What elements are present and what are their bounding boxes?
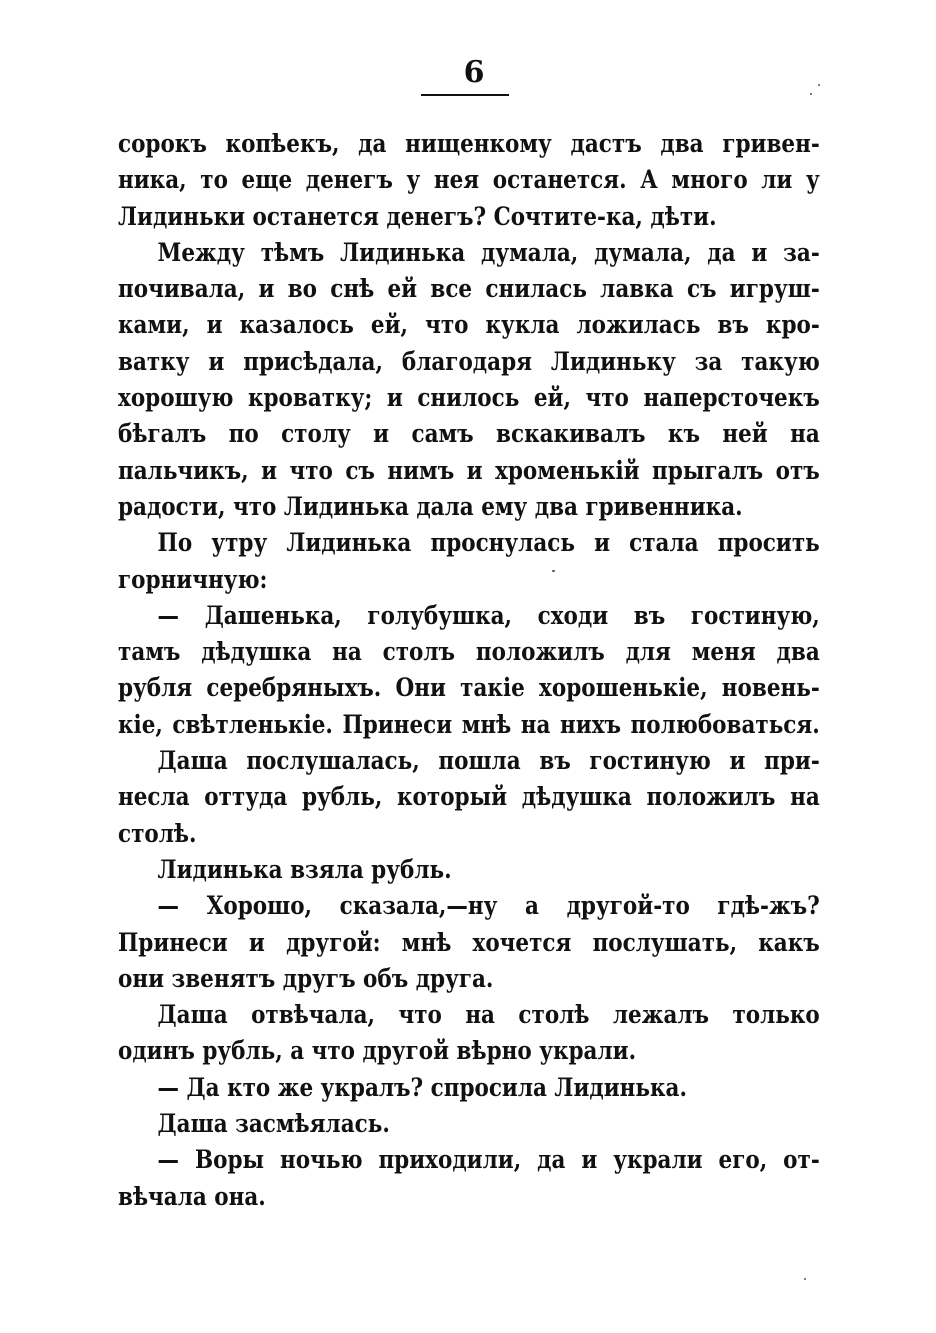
text-line: несла оттуда рубль, который дѣдушка положилъ на xyxy=(118,782,820,812)
text-line: горничную: xyxy=(118,564,268,594)
text-line: Лидиньки останется денегъ? Сочтите-ка, дѣти. xyxy=(118,201,717,231)
text-line: тамъ дѣдушка на столъ положилъ для меня два xyxy=(118,637,820,667)
text-line: Принеси и другой: мнѣ хочется послушать, какъ xyxy=(118,927,820,957)
text-line: сорокъ копѣекъ, да нищенкому дастъ два гривен- xyxy=(118,129,820,158)
text-line: Между тѣмъ Лидинька думала, думала, да и за- xyxy=(157,237,820,267)
text-line: Даша отвѣчала, что на столѣ лежалъ только xyxy=(157,1000,820,1030)
text-line: — Дашенька, голубушка, сходи въ гостиную, xyxy=(157,600,820,630)
text-line: ника, то еще денегъ у нея останется. А много ли у xyxy=(118,165,820,195)
scan-speck xyxy=(552,570,555,572)
text-line: Даша засмѣялась. xyxy=(157,1109,390,1139)
text-line: радости, что Лидинька дала ему два гривенника. xyxy=(118,491,743,521)
text-line: — Хорошо, сказала,—ну а другой-то гдѣ-жъ? xyxy=(157,891,820,921)
text-line: вѣчала она. xyxy=(118,1181,266,1211)
text-line: почивала, и во снѣ ей все снилась лавка съ игруш- xyxy=(118,274,820,304)
body-text xyxy=(118,126,820,1215)
text-line: Лидинька взяла рубль. xyxy=(157,854,452,884)
text-line: ками, и казалось ей, что кукла ложилась въ кро- xyxy=(118,310,820,340)
text-line: пальчикъ, и что съ нимъ и хроменькій прыгалъ отъ xyxy=(118,455,820,485)
text-line: одинъ рубль, а что другой вѣрно украли. xyxy=(118,1036,637,1066)
text-line: По утру Лидинька проснулась и стала просить xyxy=(157,528,820,558)
page-number: 6 xyxy=(463,55,485,90)
text-line: рубля серебряныхъ. Они такіе хорошенькіе, новень- xyxy=(118,673,820,703)
scan-speck xyxy=(818,84,820,86)
text-line: — Да кто же укралъ? спросила Лидинька. xyxy=(157,1072,687,1102)
text-line: ватку и присѣдала, благодаря Лидиньку за такую xyxy=(118,346,820,376)
text-line: Даша послушалась, пошла въ гостиную и при- xyxy=(157,746,820,776)
text-line: кіе, свѣтленькіе. Принеси мнѣ на нихъ полюбоваться. xyxy=(118,709,820,739)
text-line: — Воры ночью приходили, да и украли его, от- xyxy=(157,1145,820,1175)
header-rule xyxy=(421,94,509,96)
text-line: бѣгалъ по столу и самъ вскакивалъ къ ней на xyxy=(118,419,820,449)
scan-speck xyxy=(804,1278,806,1280)
text-line: хорошую кроватку; и снилось ей, что наперсточекъ xyxy=(118,383,820,413)
text-line: они звенятъ другъ объ друга. xyxy=(118,963,494,993)
scan-speck xyxy=(810,93,812,95)
text-line: столѣ. xyxy=(118,818,197,848)
